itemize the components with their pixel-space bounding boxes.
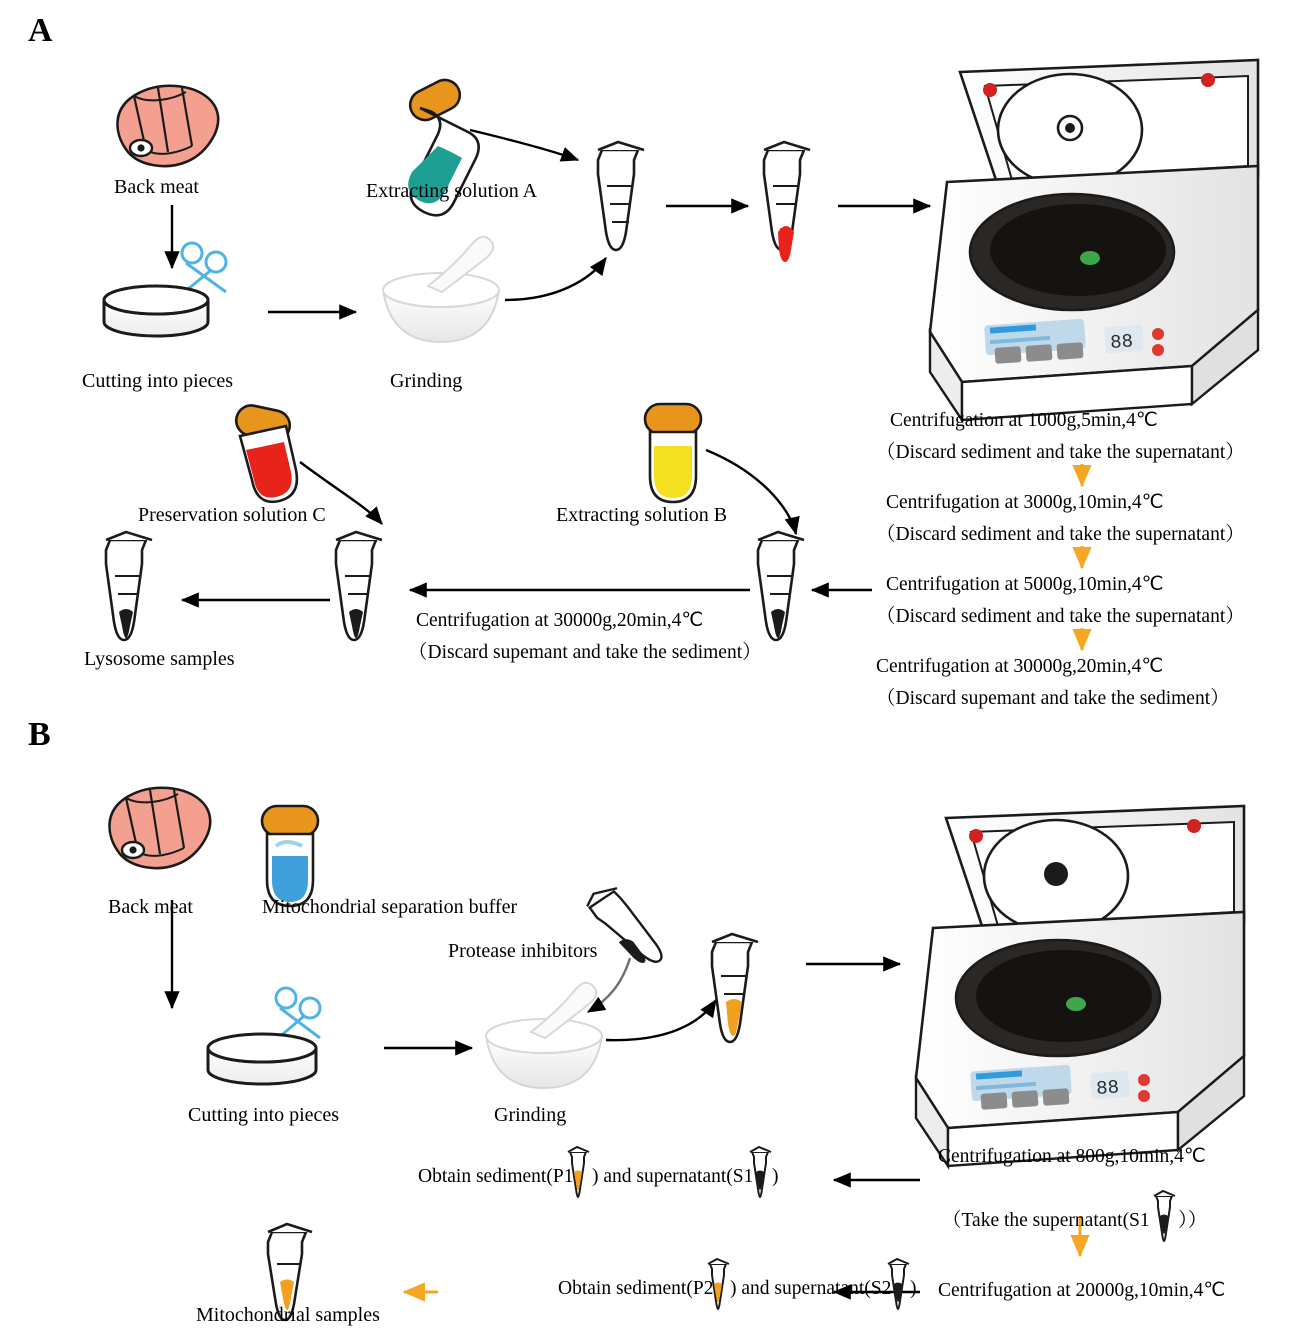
preservation-solution-c-tube — [233, 403, 296, 502]
arrow-grinding-to-tube — [505, 258, 606, 300]
obtain1-post: ) — [772, 1166, 779, 1187]
back-meat-icon-b — [109, 788, 210, 868]
label-extracting-solution-a: Extracting solution A — [366, 180, 538, 202]
obtain1-mid: ) and supernatant(S1 — [592, 1166, 754, 1187]
obtain2-mid: ) and supernatant(S2 — [730, 1278, 892, 1299]
petri-dish-b — [208, 1034, 316, 1084]
step-b-1-take-post: ）） — [1178, 1210, 1208, 1231]
eppendorf-tube-b1 — [712, 934, 758, 1042]
eppendorf-tube-2 — [764, 142, 810, 262]
eppendorf-tube-3 — [336, 532, 382, 640]
centrifuge-b — [916, 806, 1244, 1166]
step-a-1-line2: （Discard sediment and take the supernatant） — [876, 442, 1245, 463]
label-mitochondrial-samples: Mitochondrial samples — [196, 1304, 380, 1326]
step-a-2-line1: Centrifugation at 3000g,10min,4℃ — [886, 492, 1164, 513]
step-b-1-take-pre: （Take the supernatant(S1 — [942, 1210, 1150, 1231]
label-lysosome-samples: Lysosome samples — [84, 648, 235, 670]
step-a-bottom-line2: （Discard supemant and take the sediment） — [408, 642, 762, 663]
step-a-2-line2: （Discard sediment and take the supernatant） — [876, 524, 1245, 545]
extracting-solution-b-tube — [645, 404, 701, 502]
arrow-grindingb-to-tube — [606, 1000, 716, 1040]
mortar-icon-b — [486, 983, 602, 1088]
step-a-4-line2: （Discard supemant and take the sediment） — [876, 688, 1230, 709]
step-a-3-line2: （Discard sediment and take the supernatant） — [876, 606, 1245, 627]
label-back-meat-a: Back meat — [114, 176, 199, 198]
eppendorf-tube-4 — [758, 532, 804, 640]
step-a-bottom-line1: Centrifugation at 30000g,20min,4℃ — [416, 610, 704, 631]
step-a-3-line1: Centrifugation at 5000g,10min,4℃ — [886, 574, 1164, 595]
eppendorf-tube-1 — [598, 142, 644, 250]
label-protease-inhibitors: Protease inhibitors — [448, 940, 598, 962]
mortar-icon-a — [383, 237, 499, 342]
label-extracting-solution-b: Extracting solution B — [556, 504, 728, 526]
centrifuge-a — [930, 60, 1258, 420]
obtain2-post: ) — [910, 1278, 917, 1299]
step-a-1-line1: Centrifugation at 1000g,5min,4℃ — [890, 410, 1158, 431]
back-meat-icon-a — [117, 86, 218, 166]
obtain2-pre: Obtain sediment(P2 — [558, 1278, 714, 1299]
label-cutting-b: Cutting into pieces — [188, 1104, 340, 1126]
label-preservation-solution-c: Preservation solution C — [138, 504, 326, 526]
step-a-4-line1: Centrifugation at 30000g,20min,4℃ — [876, 656, 1164, 677]
scissors-icon-a — [182, 243, 226, 294]
arrow-solutionA-to-tube — [470, 130, 578, 160]
panel-b-letter: B — [28, 716, 51, 753]
svg-text:88: 88 — [1095, 1076, 1120, 1100]
arrow-protease-to-mortar — [588, 958, 630, 1012]
step-b-1: Centrifugation at 800g,10min,4℃ — [938, 1146, 1206, 1167]
svg-text:88: 88 — [1109, 330, 1134, 354]
scissors-icon-b — [276, 988, 320, 1040]
petri-dish-a — [104, 286, 208, 336]
label-mitochondrial-buffer: Mitochondrial separation buffer — [262, 896, 518, 918]
mitochondrial-buffer-tube — [262, 806, 318, 906]
step-b-2: Centrifugation at 20000g,10min,4℃ — [938, 1280, 1226, 1301]
eppendorf-tube-lysosome — [106, 532, 152, 640]
label-cutting-a: Cutting into pieces — [82, 370, 234, 392]
label-grinding-a: Grinding — [390, 370, 463, 392]
inline-tube-s1-take — [1154, 1191, 1175, 1241]
label-grinding-b: Grinding — [494, 1104, 567, 1126]
panel-a-letter: A — [28, 12, 53, 49]
obtain1-pre: Obtain sediment(P1 — [418, 1166, 574, 1187]
label-back-meat-b: Back meat — [108, 896, 193, 918]
